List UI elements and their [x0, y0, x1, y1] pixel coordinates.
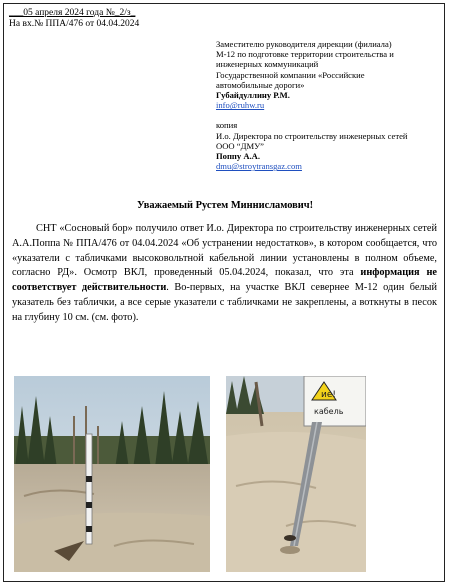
copy-email-link[interactable]: dmu@stroytransgaz.com: [216, 161, 302, 172]
body-text-part1: СНТ «Сосновый бор» получило ответ И.о. Директора по строительству инженерных сетей А.А.Поппа № ППА/476 от 04.04.2024 «Об устранении недостатков», в котором сообщается, что «указатели с табличками высоковольтной кабельной линии установлены в полном объеме, согласно РД». Осмотр ВКЛ, проведенный 05.04.2024, показал, что эта: [12, 223, 437, 279]
photo-left: [14, 376, 210, 572]
outgoing-date-number: ___05 апреля 2024 года №_2/з_: [9, 8, 136, 18]
copy-line: ООО “ДМУ”: [216, 140, 264, 151]
recipient-line: Заместителю руководителя дирекции (филиала): [216, 39, 392, 49]
body-bold-statement: информация не соответствует действительности: [12, 267, 437, 294]
letter-body: [12, 222, 437, 326]
incoming-reference: На вх.№ ППА/476 от 04.04.2024: [9, 19, 140, 29]
recipient-line: М-12 по подготовке территории строительства и: [216, 49, 394, 60]
recipient-line: автомобильные дороги»: [216, 79, 305, 90]
body-text-part2: . Во-первых, на участке ВКЛ севернее М-12 один белый указатель без таблички, а все серые указатели с табличками не закреплены, а воткнуты в песок на глубину 10 см. (см. фото).: [12, 282, 437, 323]
copy-line: И.о. Директора по строительству инженерных сетей: [216, 130, 408, 141]
photo-white-marker-in-sand-icon: [14, 376, 210, 572]
sign-text-cable: кабель: [314, 407, 344, 416]
copy-name: Поппу А.А.: [216, 151, 261, 162]
copy-label: копия: [216, 120, 238, 131]
recipient-block: [216, 39, 446, 171]
salutation: Уважаемый Рустем Миннисламович!: [136, 200, 314, 211]
recipient-line: Государственной компании «Российские: [216, 69, 365, 80]
recipient-email-link[interactable]: info@ruhw.ru: [216, 100, 265, 111]
sign-text-warning: ие!: [321, 390, 336, 400]
photo-grey-marker-with-sign-icon: [226, 376, 366, 572]
outgoing-header: [9, 8, 139, 30]
spacer: [216, 110, 446, 120]
photo-right: [226, 376, 366, 572]
recipient-name: Губайдуллину Р.М.: [216, 90, 290, 101]
body-paragraph: [12, 222, 437, 326]
recipient-line: инженерных коммуникаций: [216, 59, 319, 70]
